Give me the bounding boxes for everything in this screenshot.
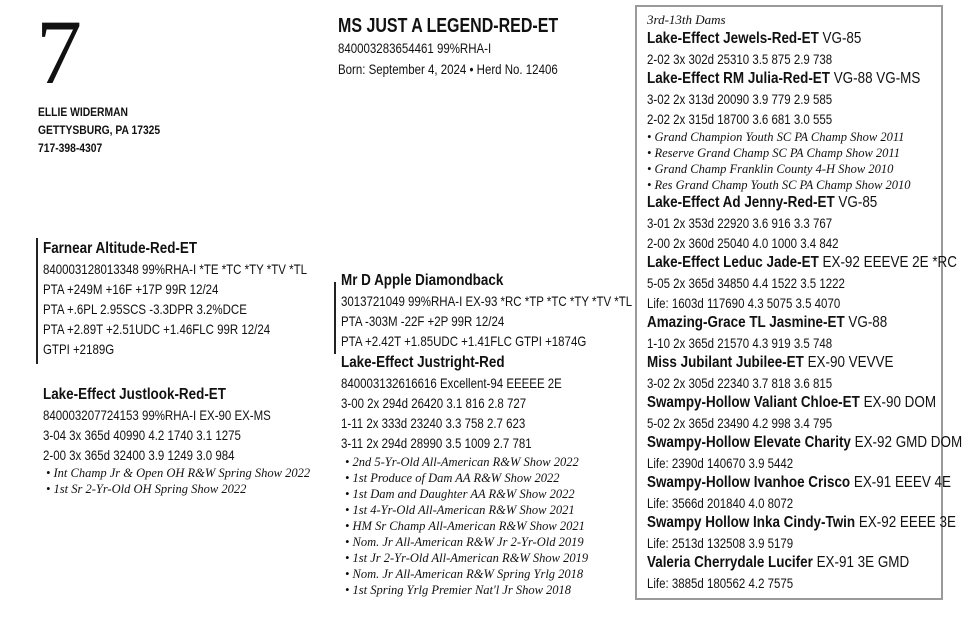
dam-record-line: 1-10 2x 365d 21570 4.3 919 3.5 748 xyxy=(647,335,833,351)
ancestor-classification: EX-92 EEEE 3E xyxy=(855,514,956,531)
dams-box xyxy=(635,5,963,600)
ancestor-name-text: Swampy-Hollow Ivanhoe Crisco xyxy=(647,474,851,491)
dam-award: • 1st Dam and Daughter AA R&W Show 2022 xyxy=(345,487,575,501)
ancestor-classification: EX-91 EEEV 4E xyxy=(850,474,951,491)
dam-awards xyxy=(345,454,610,598)
ancestor-name-text: Swampy Hollow Inka Cindy-Twin xyxy=(647,514,856,531)
dam-ancestor-name xyxy=(647,193,894,213)
ancestor-classification: VG-85 xyxy=(818,30,862,47)
dam-record-line: 3-02 2x 305d 22340 3.7 818 3.6 815 xyxy=(647,375,833,391)
dam-award: • 1st Jr 2-Yr-Old All-American R&W Show 2019 xyxy=(345,551,589,565)
ancestor-classification: VG-88 VG-MS xyxy=(829,70,921,87)
animal-id: 840003283654461 99%RHA-I xyxy=(338,40,492,56)
ancestor-classification: EX-90 DOM xyxy=(859,394,937,411)
animal-header xyxy=(338,15,613,80)
dam-ancestor-name xyxy=(647,473,951,493)
consignor-city: GETTYSBURG, PA 17325 xyxy=(38,123,161,137)
ancestor-name-text: Miss Jubilant Jubilee-ET xyxy=(647,354,804,371)
ancestor-classification: EX-92 GMD DOM xyxy=(850,434,963,451)
dam-award: • 2nd 5-Yr-Old All-American R&W Show 2022 xyxy=(345,455,579,469)
mgs-line: 3013721049 99%RHA-I EX-93 *RC *TP *TC *TY *TV *TL xyxy=(341,293,633,309)
sister-block xyxy=(43,385,321,497)
dam-record-line: Life: 1603d 117690 4.3 5075 3.5 4070 xyxy=(647,295,841,311)
dam-ancestor-name xyxy=(647,69,921,89)
ancestor-name-text: Lake-Effect Leduc Jade-ET xyxy=(647,254,819,271)
animal-born: Born: September 4, 2024 • Herd No. 12406 xyxy=(338,61,558,77)
dam-award: • Nom. Jr All-American R&W Jr 2-Yr-Old 2019 xyxy=(345,535,584,549)
dam-ancestor-name xyxy=(647,313,894,333)
dam-line: 3-11 2x 294d 28990 3.5 1009 2.7 781 xyxy=(341,435,532,451)
dam-line: 1-11 2x 333d 23240 3.3 758 2.7 623 xyxy=(341,415,526,431)
dams-box-title: 3rd-13th Dams xyxy=(647,12,726,27)
dam-record-line: 5-05 2x 365d 34850 4.4 1522 3.5 1222 xyxy=(647,275,845,291)
dam-record-line: Life: 2390d 140670 3.9 5442 xyxy=(647,455,794,471)
dam-award: • HM Sr Champ All-American R&W Show 2021 xyxy=(345,519,585,533)
sire-bracket xyxy=(36,238,38,364)
sire-name: Farnear Altitude-Red-ET xyxy=(43,240,198,257)
dam-award: • Nom. Jr All-American R&W Spring Yrlg 2018 xyxy=(345,567,584,581)
dam-record-line: Life: 3566d 201840 4.0 8072 xyxy=(647,495,794,511)
ancestor-classification: VG-85 xyxy=(834,194,878,211)
consignor-info xyxy=(38,103,160,157)
animal-name: MS JUST A LEGEND-RED-ET xyxy=(338,15,559,37)
lot-number: 7 xyxy=(36,1,82,103)
dam-record-line: Life: 2513d 132508 3.9 5179 xyxy=(647,535,794,551)
ancestor-name-text: Swampy-Hollow Valiant Chloe-ET xyxy=(647,394,860,411)
sire-line: GTPI +2189G xyxy=(43,341,115,357)
sister-name: Lake-Effect Justlook-Red-ET xyxy=(43,386,226,403)
dam-ancestor-name xyxy=(647,393,937,413)
dam-record-line: 3-02 2x 313d 20090 3.9 779 2.9 585 xyxy=(647,91,833,107)
ancestor-classification: EX-91 3E GMD xyxy=(812,554,910,571)
ancestor-classification: EX-92 EEEVE 2E *RC xyxy=(818,254,957,271)
dam-award: • Res Grand Champ Youth SC PA Champ Show 2010 xyxy=(647,178,911,192)
dam-line: 3-00 2x 294d 26420 3.1 816 2.8 727 xyxy=(341,395,527,411)
ancestor-name-text: Lake-Effect RM Julia-Red-ET xyxy=(647,70,830,87)
dam-ancestor-name xyxy=(647,353,894,373)
ancestor-name-text: Amazing-Grace TL Jasmine-ET xyxy=(647,314,845,331)
dam-ancestor-name xyxy=(647,253,957,273)
sister-line: 840003207724153 99%RHA-I EX-90 EX-MS xyxy=(43,407,271,423)
dam-record-line: 2-00 2x 360d 25040 4.0 1000 3.4 842 xyxy=(647,235,839,251)
ancestor-name-text: Lake-Effect Ad Jenny-Red-ET xyxy=(647,194,835,211)
ancestor-classification: EX-90 VEVVE xyxy=(803,354,894,371)
dam-record-line: 5-02 2x 365d 23490 4.2 998 3.4 795 xyxy=(647,415,833,431)
mgs-line: PTA -303M -22F +2P 99R 12/24 xyxy=(341,313,505,329)
dam-ancestor-name xyxy=(647,553,910,573)
dam-award: • Reserve Grand Champ SC PA Champ Show 2011 xyxy=(647,146,900,160)
dam-line: 840003132616616 Excellent-94 EEEEE 2E xyxy=(341,375,562,391)
ancestor-classification: VG-88 xyxy=(844,314,888,331)
consignor-name: ELLIE WIDERMAN xyxy=(38,105,129,119)
sister-line: 3-04 3x 365d 40990 4.2 1740 3.1 1275 xyxy=(43,427,241,443)
ancestor-name-text: Lake-Effect Jewels-Red-ET xyxy=(647,30,819,47)
ancestor-name-text: Swampy-Hollow Elevate Charity xyxy=(647,434,851,451)
dam-award: • 1st 4-Yr-Old All-American R&W Show 2021 xyxy=(345,503,575,517)
sire-line: PTA +.6PL 2.95SCS -3.3DPR 3.2%DCE xyxy=(43,301,247,317)
sister-award: • 1st Sr 2-Yr-Old OH Spring Show 2022 xyxy=(46,482,247,496)
sire-line: 840003128013348 99%RHA-I *TE *TC *TY *TV *TL xyxy=(43,261,307,277)
mgs-name: Mr D Apple Diamondback xyxy=(341,272,504,289)
dam-record-line: 2-02 2x 315d 18700 3.6 681 3.0 555 xyxy=(647,111,833,127)
mgs-bracket xyxy=(334,282,336,354)
dam-award: • 1st Spring Yrlg Premier Nat'l Jr Show 2018 xyxy=(345,583,572,597)
mgs-line: PTA +2.42T +1.85UDC +1.41FLC GTPI +1874G xyxy=(341,333,587,349)
dam-block xyxy=(341,353,610,598)
sister-line: 2-00 3x 365d 32400 3.9 1249 3.0 984 xyxy=(43,447,235,463)
consignor-phone: 717-398-4307 xyxy=(38,141,103,155)
dam-record-line: Life: 3885d 180562 4.2 7575 xyxy=(647,575,794,591)
dam-ancestor-name xyxy=(647,29,894,49)
dam-name: Lake-Effect Justright-Red xyxy=(341,354,505,371)
dams-content xyxy=(637,7,963,593)
dam-award: • Grand Champion Youth SC PA Champ Show 2011 xyxy=(647,130,905,144)
sister-award: • Int Champ Jr & Open OH R&W Spring Show 2022 xyxy=(46,466,311,480)
sire-block xyxy=(43,239,365,359)
ancestor-name-text: Valeria Cherrydale Lucifer xyxy=(647,554,813,571)
sire-line: PTA +249M +16F +17P 99R 12/24 xyxy=(43,281,219,297)
dam-ancestor-name xyxy=(647,513,956,533)
dam-record-line: 2-02 3x 302d 25310 3.5 875 2.9 738 xyxy=(647,51,833,67)
sire-line: PTA +2.89T +2.51UDC +1.46FLC 99R 12/24 xyxy=(43,321,271,337)
dam-record-line: 3-01 2x 353d 22920 3.6 916 3.3 767 xyxy=(647,215,833,231)
dam-award: • 1st Produce of Dam AA R&W Show 2022 xyxy=(345,471,560,485)
dam-ancestor-name xyxy=(647,433,963,453)
dam-award: • Grand Champ Franklin County 4-H Show 2010 xyxy=(647,162,894,176)
dams-rows xyxy=(647,29,963,593)
